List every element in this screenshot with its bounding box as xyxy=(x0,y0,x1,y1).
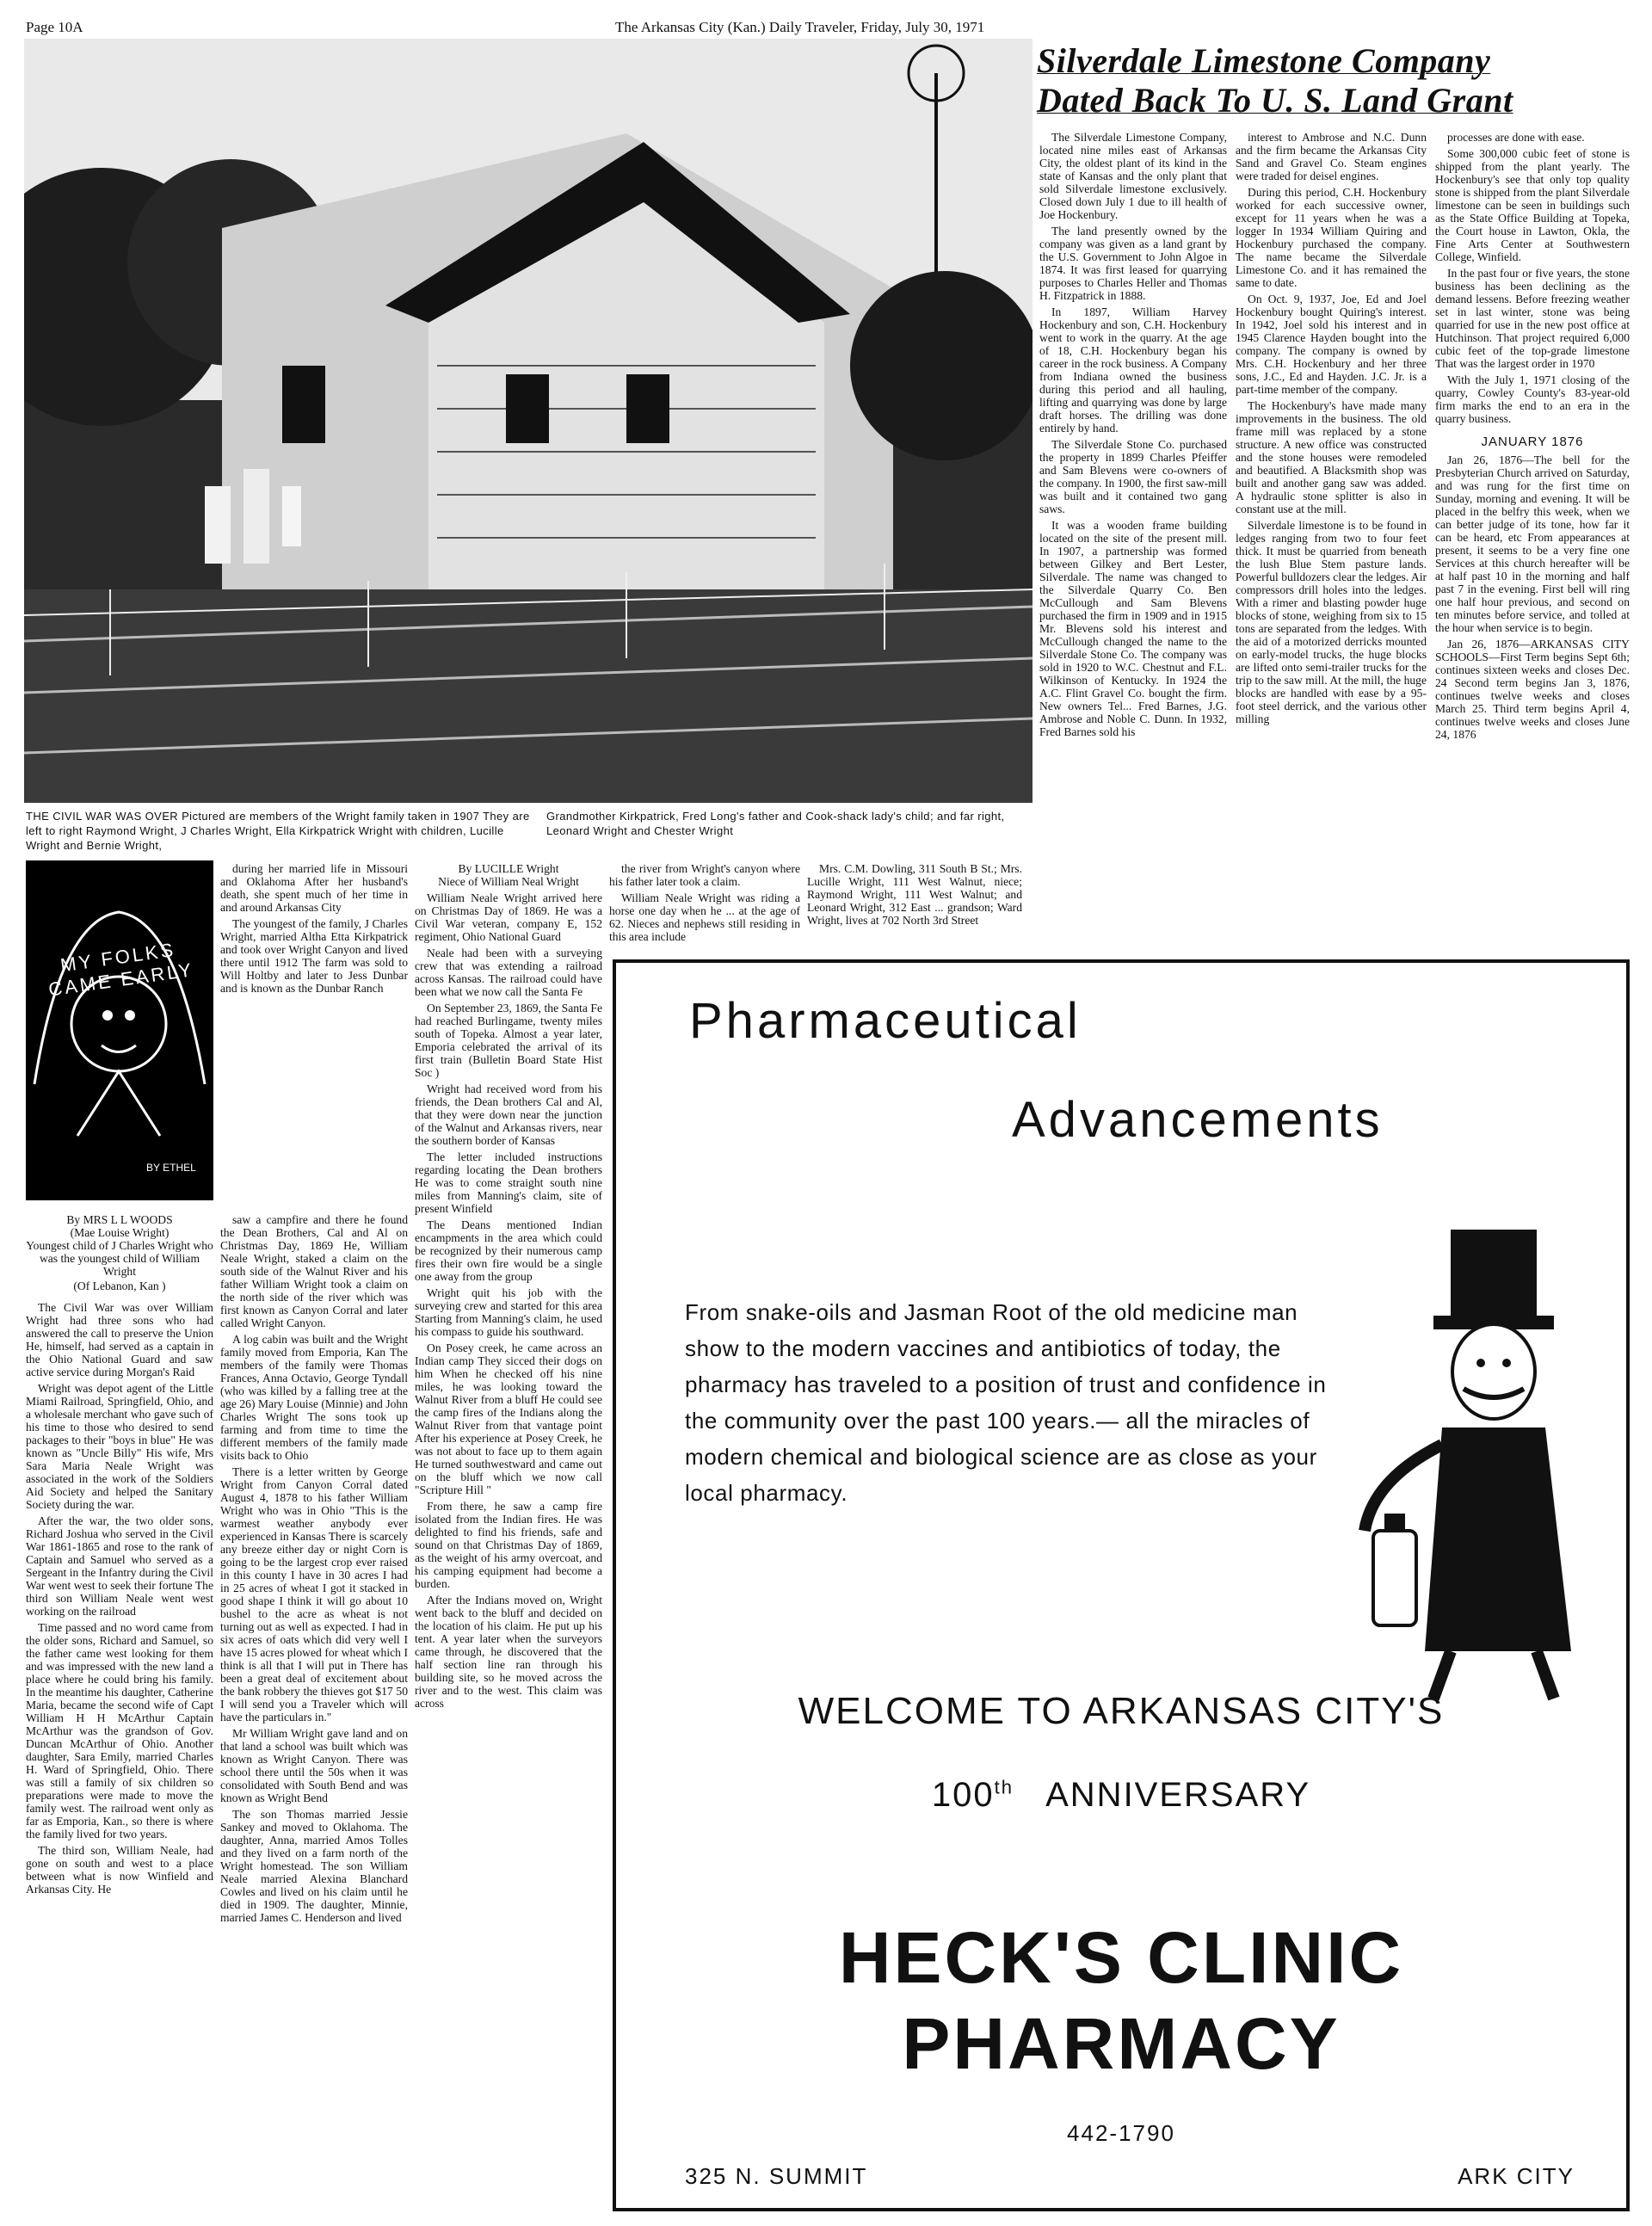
paragraph: the river from Wright's canyon where his father later took a claim. xyxy=(609,862,800,888)
paragraph: Some 300,000 cubic feet of stone is shipped from the plant yearly. The Hockenbury's see that only top quality stone is shipped from the plant Silverdale limestone can be seen in buildings such as the State Office Building at Topeka, the Court house in Lawton, Okla, the Fine Arts Center at Southwestern College, Winfield. xyxy=(1435,147,1630,263)
farmhouse-illustration xyxy=(24,39,1032,803)
my-folks-came-early-logo xyxy=(26,860,213,1200)
anniversary-word: ANNIVERSARY xyxy=(1045,1776,1311,1814)
paragraph: Mr William Wright gave land and on that land a school was built which was known as Wright Canyon. There was school there until the 50s when it was consolidated with South Bend and was known as Wright Bend xyxy=(220,1727,408,1804)
byline-note: Niece of William Neal Wright xyxy=(438,875,579,888)
logo-text: MY FOLKS CAME EARLY xyxy=(46,938,195,1001)
anniversary-ordinal: th xyxy=(994,1776,1014,1798)
page-number: Page 10A xyxy=(26,19,83,35)
paragraph: Neale had been with a surveying crew that was extending a railroad across Kansas. The railroad could have been what we now call the Santa Fe xyxy=(415,947,602,998)
paragraph: The land presently owned by the company was given as a land grant by the U.S. Government to John Algoe in 1874. It was first leased for quarrying purposes to Charles Heller and Thomas H. Fitzpatrick in 1888. xyxy=(1039,225,1227,302)
ad-city: ARK CITY xyxy=(1458,2163,1575,2189)
paragraph: During this period, C.H. Hockenbury worked for each successive owner, except for 11 years when he was a logger In 1934 William Quiring and Hockenbury purchased the company. The name became the Silverdale Limestone Co. and it has remained the same to date. xyxy=(1236,186,1427,289)
wright-family-photo xyxy=(24,39,1032,803)
paragraph: The Silverdale Limestone Company, located nine miles east of Arkansas City, the oldest plant of its kind in the state of Kansas and the only plant that sold Silverdale limestone exclusively. Closed down July 1 due to ill health of Joe Hockenbury. xyxy=(1039,131,1227,221)
paragraph: saw a campfire and there he found the Dean Brothers, Cal and Al on Christmas Day, 1869 He, William Neale Wright, staked a claim on the south side of the Walnut River and his father William Wright took a claim on the north side of the river which was first known as Canyon Corral and later called Wright Canyon. xyxy=(220,1213,408,1329)
paragraph: On Posey creek, he came across an Indian camp They sicced their dogs on him When he checked off his nine miles, he was looking toward the Walnut River from a bluff He could see the camp fires of the Indians along the Walnut River from that vantage point After his experience at Posey Creek, he was not about to face up to them again He turned southwestward and came out on the bluff which we now call "Scripture Hill " xyxy=(415,1341,602,1496)
newspaper-dateline: The Arkansas City (Kan.) Daily Traveler, Friday, July 30, 1971 xyxy=(615,19,985,35)
paragraph: during her married life in Missouri and Oklahoma After her husband's death, she spent much of her time in and around Arkansas City xyxy=(220,862,408,914)
paragraph: Wright had received word from his friends, the Dean brothers Cal and Al, that they were down near the junction of the Walnut and Arkansas rivers, near the southern border of Kansas xyxy=(415,1082,602,1147)
paragraph: The Hockenbury's have made many improvements in the business. The old frame mill was replaced by a stone structure. A new office was constructed and the stone houses were remodeled and beautified. A Blacksmith shop was built and another gang saw was added. A hydraulic stone splitter is also in constant use at the mill. xyxy=(1236,399,1427,515)
byline-note: Youngest child of J Charles Wright who was the youngest child of William Wright xyxy=(26,1239,213,1278)
paragraph: The Deans mentioned Indian encampments in the area which could be recognized by their numerous camp fires their own fire would be a single one away from the group xyxy=(415,1218,602,1283)
paragraph: Jan 26, 1876—ARKANSAS CITY SCHOOLS—First Term begins Sept 6th; continues sixteen weeks and closes Dec. 24 Second term begins Jan 3, 1876, continues twelve weeks and closes March 25. Third term begins April 4, continues twelve weeks and closes June 24, 1876 xyxy=(1435,638,1630,741)
paragraph: After the Indians moved on, Wright went back to the bluff and decided on the location of his claim. He put up his tent. A year later when the surveyors came through, he discovered that the half section line ran through his building site, so he moved across the river and to the west. This claim was across xyxy=(415,1594,602,1710)
paragraph: Mrs. C.M. Dowling, 311 South B St.; Mrs. Lucille Wright, 111 West Walnut, niece; Raymond Wright, 111 West Walnut; and Leonard Wright, 312 East ... grandson; Ward Wright, lives at 702 North 3rd Street xyxy=(807,862,1022,927)
paragraph: In 1897, William Harvey Hockenbury and son, C.H. Hockenbury went to work in the quarry. At the age of 18, C.H. Hockenbury began his career in the rock business. A Company from Indiana owned the business during this period and all hauling, lifting and quarrying was done by large draft horses. The drilling was done entirely by hand. xyxy=(1039,305,1227,435)
logo-signature: BY ETHEL xyxy=(146,1162,196,1174)
paragraph: processes are done with ease. xyxy=(1447,131,1585,144)
ad-address: 325 N. SUMMIT xyxy=(685,2163,868,2189)
byline: By MRS L L WOODS xyxy=(66,1213,173,1226)
paragraph: After the war, the two older sons, Richard Joshua who served in the Civil War 1861-1865 and rose to the rank of Captain and Samuel who served as a Sergeant in the Infantry during the Civil War went west to seek their fortune The third son William Neale went west working on the railroad xyxy=(26,1514,213,1618)
ad-pharmacy-name: PHARMACY xyxy=(902,2003,1341,2084)
paragraph: William Neale Wright was riding a horse one day when he ... at the age of 62. Nieces and nephews still residing in this area include xyxy=(609,891,800,943)
woods-column-4 xyxy=(609,862,800,957)
paragraph: The letter included instructions regarding locating the Dean brothers He was to come straight south nine miles from Manning's claim, site of present Winfield xyxy=(415,1150,602,1215)
ad-clinic-name: HECK'S CLINIC xyxy=(838,1917,1404,1998)
headline-line-1: Silverdale Limestone Company xyxy=(1037,41,1491,80)
anniversary-number: 100 xyxy=(931,1776,995,1814)
woods-column-1 xyxy=(26,1213,213,2216)
paragraph: William Neale Wright arrived here on Christmas Day of 1869. He was a Civil War veteran, company E, 152 regiment, Ohio National Guard xyxy=(415,891,602,943)
byline-note: (Of Lebanon, Kan ) xyxy=(73,1279,166,1292)
ad-title-line-2: Advancements xyxy=(1012,1092,1384,1148)
paragraph: On September 23, 1869, the Santa Fe had reached Burlingame, twenty miles south of Topeka. Almost a year later, Emporia celebrated the arrival of its first train (Bulletin Board State Hist Soc ) xyxy=(415,1002,602,1079)
woods-column-2 xyxy=(220,1213,408,2216)
pharmacy-advertisement xyxy=(613,959,1630,2211)
photo-caption-left: THE CIVIL WAR WAS OVER Pictured are members of the Wright family taken in 1907 They are left to right Raymond Wright, J Charles Wright, Ella Kirkpatrick Wright with children, Lucille Wright and Bernie Wright, xyxy=(26,810,530,852)
paragraph: It was a wooden frame building located on the site of the present mill. In 1907, a partnership was formed between Gilkey and Bert Lester, Silverdale. The name was changed to the Silverdale Quarry Co. Ben McCullough and Sam Blevens purchased the firm in 1909 and in 1915 Mr. Blevens sold his interest and McCullough changed the name to the Silverdale Stone Co. The company was sold in 1920 to W.C. Chestnut and F.L. Wilkinson of Kentucky. In 1924 the A.C. Flint Gravel Co. bought the firm. New owners Tel... Fred Barnes, J.G. Ambrose and Noble C. Dunn. In 1932, Fred Barnes sold his xyxy=(1039,519,1227,738)
woods-column-3 xyxy=(415,862,602,2216)
paragraph: The third son, William Neale, had gone on south and west to a place between what is now Winfield and Arkansas City. He xyxy=(26,1844,213,1896)
ad-welcome-line: WELCOME TO ARKANSAS CITY'S xyxy=(798,1690,1445,1732)
paragraph: The Silverdale Stone Co. purchased the property in 1899 Charles Pfeiffer and Sam Blevens were co-owners of the company. In 1900, the first saw-mill was built and it contained two gang saws. xyxy=(1039,438,1227,515)
paragraph: The youngest of the family, J Charles Wright, married Altha Etta Kirkpatrick and took over Wright Canyon and lived there until 1912 The farm was sold to Will Holtby and later to Jess Dunbar and is known as the Dunbar Ranch xyxy=(220,917,408,995)
ad-anniversary-line xyxy=(616,1776,1626,1815)
byline-note: (Mae Louise Wright) xyxy=(70,1226,170,1239)
paragraph: Jan 26, 1876—The bell for the Presbyterian Church arrived on Saturday, and was rung for the first time on Sunday, morning and evening. It will be placed in the belfry this week, when we can better judge of its tone, how far it can be heard, etc From appearances at present, it seems to be a very fine one Services at this church hereafter will be at half past 10 in the morning and half past 7 in the evening. First bell will ring one half hour previous, and second on ten minutes before service, and tolled at the hour when service is to begin. xyxy=(1435,453,1630,634)
limestone-column-3 xyxy=(1435,131,1630,905)
limestone-column-1 xyxy=(1039,131,1227,991)
paragraph: A log cabin was built and the Wright family moved from Emporia, Kan The members of the family were Thomas Frances, Anna Octavio, George Tyndall (who was killed by a falling tree at the age 26) Mary Louise (Minnie) and John Charles Wright The sons took up farming and from time to time the different members of the family made visits back to Ohio xyxy=(220,1333,408,1462)
woods-column-3-top xyxy=(220,862,408,1206)
paragraph: From there, he saw a camp fire isolated from the Indian fires. He was delighted to find his friends, safe and sound on that Christmas Day of 1869, as the weight of his army overcoat, and his camping equipment had become a burden. xyxy=(415,1500,602,1590)
paragraph: The son Thomas married Jessie Sankey and moved to Oklahoma. The daughter, Anna, married Amos Tolles and they lived on a farm north of the Wright homestead. The son William Neale married Alexina Blanchard Cowles and lived on his claim until he died in 1909. The daughter, Minnie, married James C. Henderson and lived xyxy=(220,1808,408,1924)
ad-phone: 442-1790 xyxy=(1067,2120,1175,2146)
headline-line-2: Dated Back To U. S. Land Grant xyxy=(1037,81,1513,120)
paragraph: On Oct. 9, 1937, Joe, Ed and Joel Hockenbury bought Quiring's interest. In 1942, Joel sold his interest and in 1945 Clarence Hayden bought into the company. The company is owned by Mrs. C.H. Hockenbury and her three sons, J.C., Ed and Hayden. J.C. Jr. is a part-time member of the company. xyxy=(1236,293,1427,396)
ad-body-text: From snake-oils and Jasman Root of the old medicine man show to the modern vaccines and antibiotics of today, the pharmacy has traveled to a position of trust and confidence in the community over the past 100 years.— all the miracles of modern chemical and biological science are as close as your local pharmacy. xyxy=(685,1299,1327,1506)
article-headline xyxy=(1037,41,1639,120)
paragraph: In the past four or five years, the stone business has been declining as the demand lessens. Before freezing weather set in last winter, stone was being quarried for use in the new post office at Hutchinson. That project required 6,000 cubic feet of the top-grade limestone That was the largest order in 1970 xyxy=(1435,267,1630,370)
byline: By LUCILLE Wright xyxy=(458,862,559,875)
paragraph: Wright was depot agent of the Little Miami Railroad, Springfield, Ohio, and a wholesale merchant who gave such of his time to those who desired to send packages to their "boys in blue" He was known as "Uncle Billy" His wife, Mrs Sara Maria Neale Wright was associated in the work of the Soldiers Aid Society and helped the Sanitary Society during the war. xyxy=(26,1382,213,1511)
paragraph: Silverdale limestone is to be found in ledges ranging from two to four feet thick. It must be quarried from beneath the lush Blue Stem pasture lands. Powerful bulldozers clear the ledges. Air compressors drill holes into the ledges. With a rimer and blasting powder huge blocks of stone, weighing from six to 15 tons are separated from the ledges. With the aid of a motorized derricks mounted on early-model trucks, the huge blocks are lifted onto semi-trailer trucks for the trip to the saw mill. At the mill, the huge blocks are handled with ease by a 95-foot steel derrick, and the various other milling xyxy=(1236,519,1427,725)
paragraph: interest to Ambrose and N.C. Dunn and the firm became the Arkansas City Sand and Gravel Co. Steam engines were traded for deisel engines. xyxy=(1236,131,1427,182)
paragraph: With the July 1, 1971 closing of the quarry, Cowley County's 83-year-old firm marks the end to an era in the quarry business. xyxy=(1435,373,1630,425)
woods-column-5 xyxy=(807,862,1022,957)
medicine-man-illustration xyxy=(1347,1221,1606,1703)
limestone-column-2 xyxy=(1236,131,1427,991)
january-1876-subhead: JANUARY 1876 xyxy=(1481,435,1584,449)
paragraph: Time passed and no word came from the older sons, Richard and Samuel, so the father came west looking for them and was impressed with the new land a place where he could bring his family. In the meantime his daughter, Catherine Maria, became the second wife of Capt William H H McArthur Captain McArthur was the grandson of Gov. Duncan McArthur of Ohio. Another daughter, Sara Emily, married Charles H. Ward of Springfield, Ohio. There was still a family of six children so preparations were made to move the family west. The railroad went only as far as Emporia, Kan., so there is where the family lived for two years. xyxy=(26,1621,213,1841)
paragraph: Wright quit his job with the surveying crew and started for this area Starting from Manning's claim, he used his compass to guide his southward. xyxy=(415,1286,602,1338)
paragraph: The Civil War was over William Wright had three sons who had answered the call to preserve the Union He, himself, had served as a captain in the Ohio National Guard and saw active service during Morgan's Raid xyxy=(26,1301,213,1378)
photo-caption-right: Grandmother Kirkpatrick, Fred Long's father and Cook-shack lady's child; and far right, Leonard Wright and Chester Wright xyxy=(546,810,1005,837)
paragraph: There is a letter written by George Wright from Canyon Corral dated August 4, 1878 to his father William Wright who was in Ohio "This is the warmest weather anybody ever experienced in Kansas There is scarcely any breeze either day or night Corn is going to be the largest crop ever raised in this county I have in 30 acres I had in 25 acres of wheat I got it stacked in good shape I think it will go about 10 bushel to the acre as wheat is not turning out as well as expected. I had in six acres of oats which did very well I have 15 acres plowed for wheat which I think is all that I will put in There has been a great deal of excitement about the bank robbery the thieves got $17 50 I will send you a Traveler which will have the particulars in." xyxy=(220,1465,408,1723)
logo-illustration xyxy=(26,860,213,1200)
ad-title-line-1: Pharmaceutical xyxy=(689,993,1082,1049)
